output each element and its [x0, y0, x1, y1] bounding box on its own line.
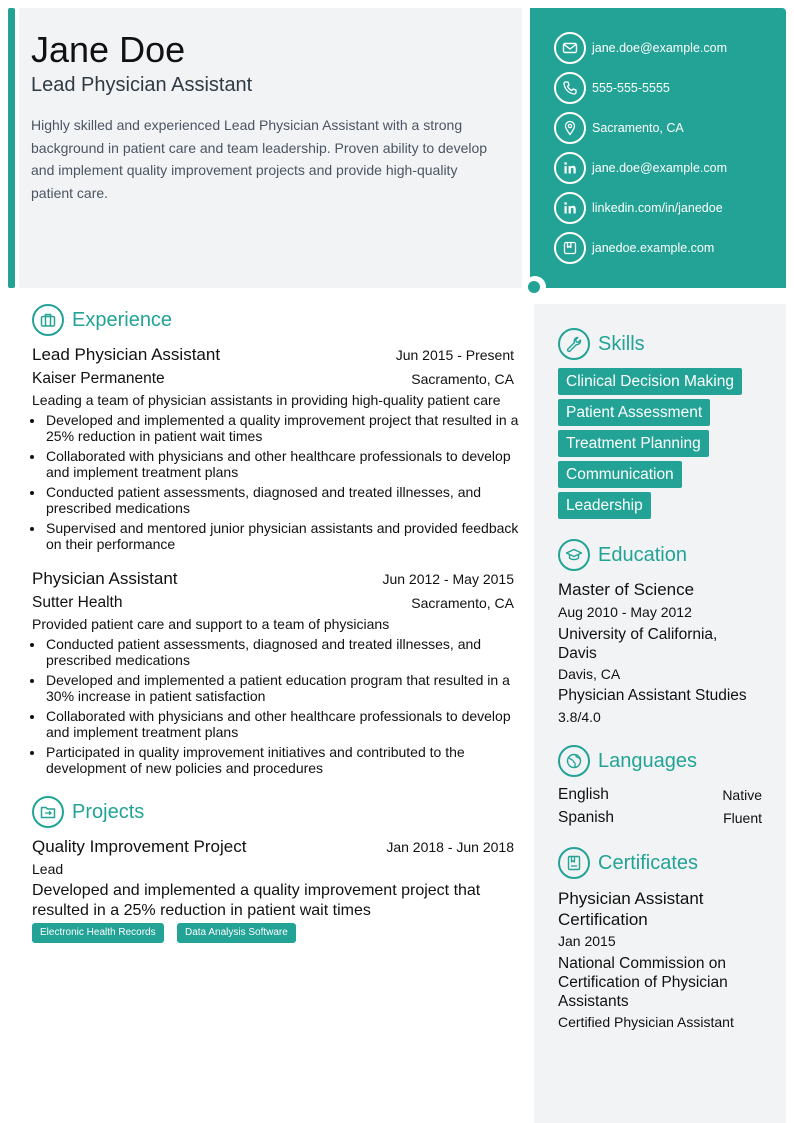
- certificate-name: Physician Assistant Certification: [558, 889, 704, 929]
- project-tag: Data Analysis Software: [177, 923, 296, 943]
- job-location: Sacramento, CA: [411, 595, 514, 611]
- contact-website-text: janedoe.example.com: [592, 241, 715, 255]
- contact-linkedin-email[interactable]: [554, 152, 727, 184]
- contact-email[interactable]: [554, 32, 727, 64]
- contact-panel: [530, 8, 786, 288]
- certificates-heading: [558, 847, 698, 879]
- contact-location: [554, 112, 684, 144]
- language-level: Fluent: [723, 810, 762, 826]
- job-summary: Provided patient care and support to a team of physicians: [32, 616, 390, 632]
- website-icon: [554, 232, 586, 264]
- certificate-issuer: National Commission on Certification of Physician Assistants: [558, 955, 728, 1010]
- job-bullets: [32, 636, 531, 780]
- job-bullet: • Developed and implemented a quality improvement project that resulted in a 25% reduction in patient wait times: [45, 412, 531, 444]
- project-name: Quality Improvement Project: [32, 837, 247, 856]
- connector-dot: [528, 281, 540, 293]
- contact-phone[interactable]: [554, 72, 670, 104]
- job-title: Physician Assistant: [32, 569, 178, 588]
- header-panel: [19, 8, 522, 288]
- language-name: Spanish: [558, 809, 615, 826]
- contact-linkedin[interactable]: [554, 192, 723, 224]
- phone-icon: [554, 72, 586, 104]
- header-accent-bar: [8, 8, 15, 288]
- folder-icon: [32, 796, 64, 828]
- contact-website[interactable]: [554, 232, 714, 264]
- location-icon: [554, 112, 586, 144]
- skill-chip: Clinical Decision Making: [558, 368, 742, 395]
- job-location: Sacramento, CA: [411, 371, 514, 387]
- experience-title: Experience: [72, 308, 173, 331]
- contact-linkedin-email-text: jane.doe@example.com: [592, 161, 727, 175]
- graduation-cap-icon: [558, 539, 590, 571]
- contact-linkedin-text: linkedin.com/in/janedoe: [592, 201, 723, 215]
- profile-summary: Highly skilled and experienced Lead Physician Assistant with a strong background in patient care and team leadership. Proven ability to develop and implement quality improvement projects and provide high-quality patient care.: [31, 117, 488, 201]
- skill-chip: Communication: [558, 461, 682, 488]
- certificate-icon: [558, 847, 590, 879]
- job-bullets: [32, 412, 531, 556]
- project-description: Developed and implemented a quality improvement project that resulted in a 25% reduction in patient wait times: [32, 882, 481, 919]
- globe-icon: [558, 745, 590, 777]
- project-role: Lead: [32, 861, 64, 877]
- education-location: Davis, CA: [558, 666, 621, 682]
- job-bullet: • Conducted patient assessments, diagnosed and treated illnesses, and prescribed medications: [45, 636, 531, 668]
- wrench-icon: [558, 328, 590, 360]
- candidate-role: Lead Physician Assistant: [31, 74, 253, 96]
- project-date: Jan 2018 - Jun 2018: [386, 839, 514, 855]
- job-date: Jun 2015 - Present: [395, 347, 514, 363]
- job-bullet: • Conducted patient assessments, diagnosed and treated illnesses, and prescribed medications: [45, 484, 531, 516]
- skill-chip: Patient Assessment: [558, 399, 710, 426]
- job-bullet: • Collaborated with physicians and other healthcare professionals to develop and implement treatment plans: [45, 708, 531, 740]
- contact-location-text: Sacramento, CA: [592, 121, 684, 135]
- linkedin-icon: [554, 152, 586, 184]
- language-level: Native: [722, 787, 762, 803]
- certificates-title: Certificates: [598, 851, 699, 874]
- education-degree: Master of Science: [558, 580, 695, 599]
- job-title: Lead Physician Assistant: [32, 345, 221, 364]
- education-heading: [558, 539, 687, 571]
- education-school: University of California, Davis: [558, 626, 718, 662]
- job-bullet: • Participated in quality improvement initiatives and contributed to the development of new policies and procedures: [45, 744, 531, 776]
- experience-heading: [32, 304, 172, 336]
- briefcase-icon: [32, 304, 64, 336]
- linkedin-icon: [554, 192, 586, 224]
- skills-heading: [558, 328, 645, 360]
- education-gpa: 3.8/4.0: [558, 709, 601, 725]
- contact-phone-text: 555-555-5555: [592, 81, 670, 95]
- certificate-credential: Certified Physician Assistant: [558, 1014, 734, 1030]
- language-name: English: [558, 786, 609, 803]
- job-company: Sutter Health: [32, 594, 123, 611]
- job-summary: Leading a team of physician assistants in providing high-quality patient care: [32, 392, 501, 408]
- certificate-date: Jan 2015: [558, 933, 616, 949]
- languages-title: Languages: [598, 749, 697, 772]
- email-icon: [554, 32, 586, 64]
- job-bullet: • Collaborated with physicians and other healthcare professionals to develop and implement treatment plans: [45, 448, 531, 480]
- job-bullet: • Supervised and mentored junior physician assistants and provided feedback on their performance: [45, 520, 531, 552]
- education-dates: Aug 2010 - May 2012: [558, 604, 692, 620]
- project-tag: Electronic Health Records: [32, 923, 164, 943]
- job-company: Kaiser Permanente: [32, 370, 165, 387]
- projects-title: Projects: [72, 800, 145, 823]
- education-title: Education: [598, 543, 687, 566]
- job-date: Jun 2012 - May 2015: [382, 571, 514, 587]
- skill-chip: Treatment Planning: [558, 430, 709, 457]
- contact-email-text: jane.doe@example.com: [592, 41, 727, 55]
- skills-title: Skills: [598, 332, 645, 355]
- projects-heading: [32, 796, 144, 828]
- skill-chip: Leadership: [558, 492, 651, 519]
- job-bullet: • Developed and implemented a patient education program that resulted in a 30% increase in patient satisfaction: [45, 672, 531, 704]
- languages-heading: [558, 745, 697, 777]
- education-field: Physician Assistant Studies: [558, 687, 747, 704]
- candidate-name: Jane Doe: [31, 29, 186, 70]
